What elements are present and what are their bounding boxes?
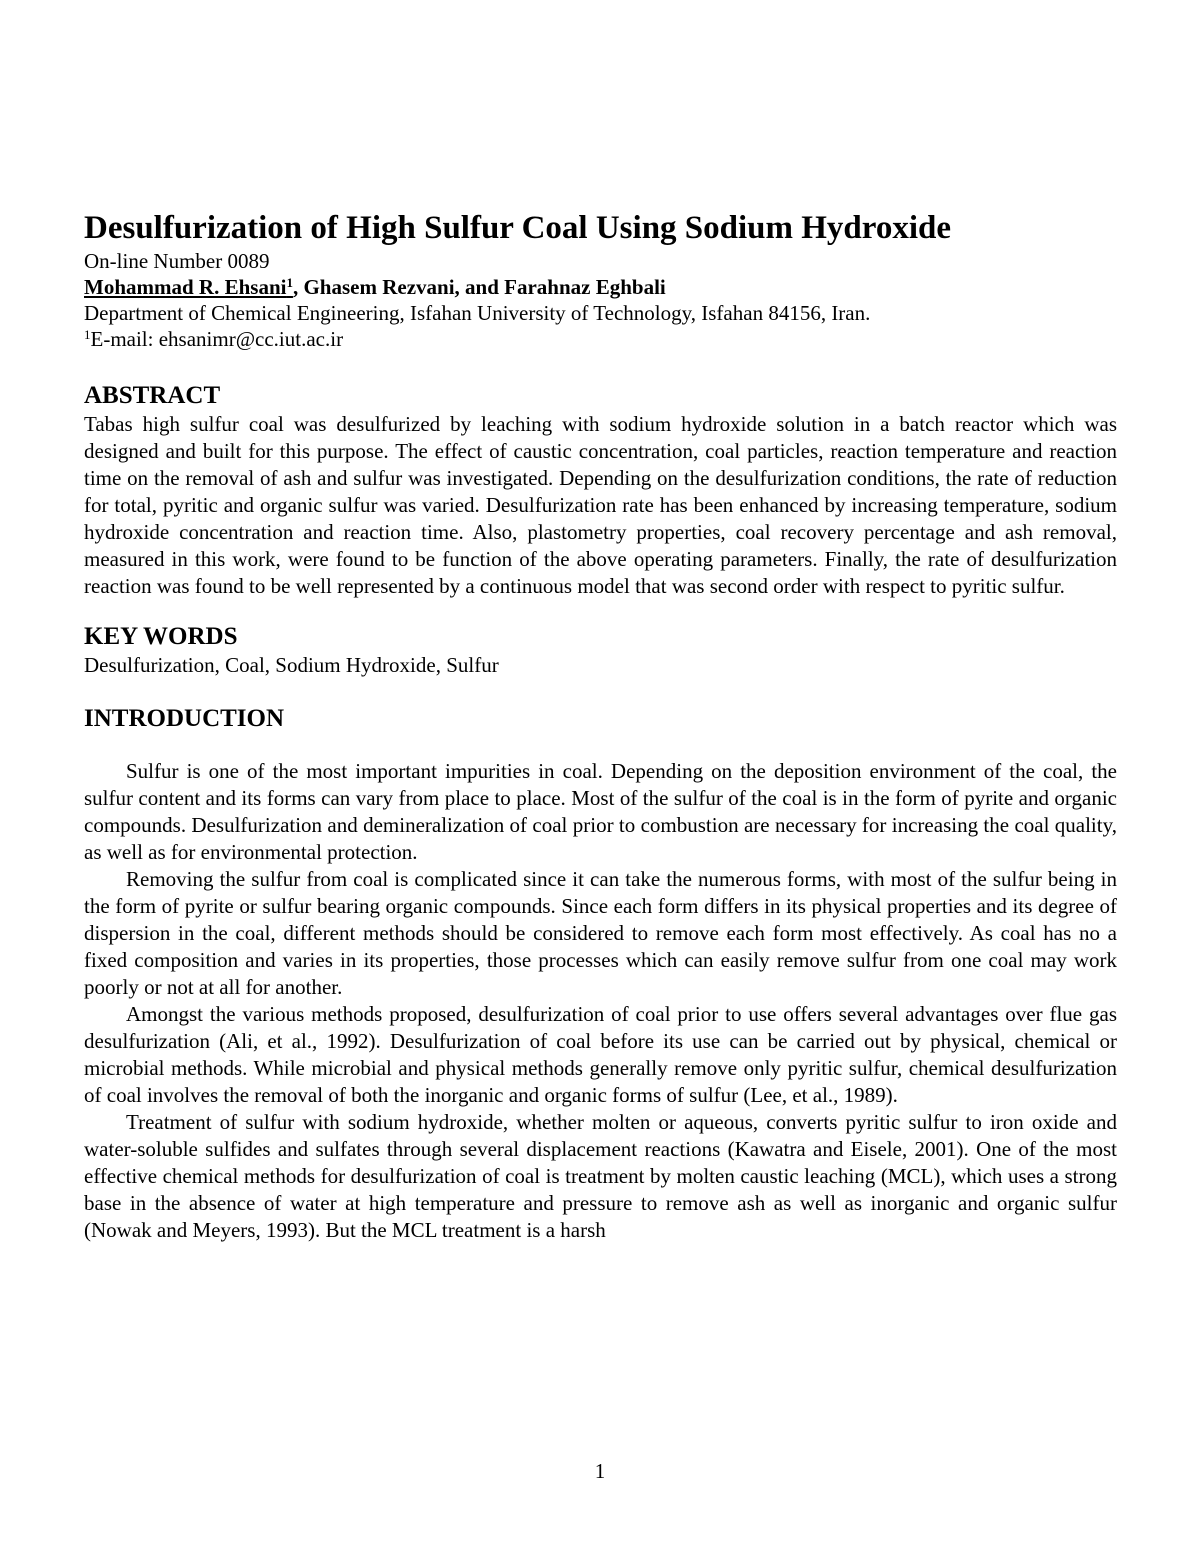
introduction-paragraph: Amongst the various methods proposed, desulfurization of coal prior to use offers several advantages over flue gas desulfurization (Ali, et al., 1992). Desulfurization of coal before its use can be carried out by physical, chemical or microbial methods. While microbial and physical methods generally remove only pyritic sulfur, chemical desulfurization of coal involves the removal of both the inorganic and organic forms of sulfur (Lee, et al., 1989). — [84, 1002, 1117, 1107]
abstract-heading: ABSTRACT — [84, 382, 221, 409]
paper-title: Desulfurization of High Sulfur Coal Using Sodium Hydroxide — [84, 210, 952, 246]
author-list — [84, 274, 1117, 300]
main-author-name: Mohammad R. Ehsani — [84, 275, 287, 299]
introduction-paragraph: Sulfur is one of the most important impurities in coal. Depending on the deposition environment of the coal, the sulfur content and its forms can vary from place to place. Most of the sulfur of the coal is in the form of pyrite and organic compounds. Desulfurization and demineralization of coal prior to combustion are necessary for increasing the coal quality, as well as for environmental protection. — [84, 759, 1117, 864]
other-authors: , Ghasem Rezvani, and Farahnaz Eghbali — [292, 275, 666, 299]
introduction-paragraph: Treatment of sulfur with sodium hydroxide, whether molten or aqueous, converts pyritic sulfur to iron oxide and water-soluble sulfides and sulfates through several displacement reactions (Kawatra and Eisele, 2001). One of the most effective chemical methods for desulfurization of coal is treatment by molten caustic leaching (MCL), which uses a strong base in the absence of water at high temperature and pressure to remove ash as well as inorganic and organic sulfur (Nowak and Meyers, 1993). But the MCL treatment is a harsh — [84, 1110, 1117, 1242]
keywords-heading: KEY WORDS — [84, 623, 238, 650]
keywords-text: Desulfurization, Coal, Sodium Hydroxide, Sulfur — [84, 653, 499, 677]
affiliation: Department of Chemical Engineering, Isfahan University of Technology, Isfahan 84156, Iran. — [84, 301, 871, 325]
introduction-heading: INTRODUCTION — [84, 705, 285, 732]
main-author — [84, 275, 293, 299]
email-text: E-mail: ehsanimr@cc.iut.ac.ir — [90, 327, 344, 351]
abstract-text: Tabas high sulfur coal was desulfurized by leaching with sodium hydroxide solution in a batch reactor which was designed and built for this purpose. The effect of caustic concentration, coal particles, reaction temperature and reaction time on the removal of ash and sulfur was investigated. Depending on the desulfurization conditions, the rate of reduction for total, pyritic and organic sulfur was varied. Desulfurization rate has been enhanced by increasing temperature, sodium hydroxide concentration and reaction time. Also, plastometry properties, coal recovery percentage and ash removal, measured in this work, were found to be function of the above operating parameters. Finally, the rate of desulfurization reaction was found to be well represented by a continuous model that was second order with respect to pyritic sulfur. — [84, 412, 1117, 598]
online-number: On-line Number 0089 — [84, 249, 270, 273]
main-author-superscript: 1 — [286, 275, 293, 290]
email-superscript: 1 — [84, 327, 91, 342]
paper-page — [84, 208, 1117, 1244]
introduction-body — [84, 758, 1117, 1244]
email-line — [84, 326, 1117, 352]
page-number: 1 — [594, 1459, 606, 1483]
introduction-paragraph: Removing the sulfur from coal is complicated since it can take the numerous forms, with most of the sulfur being in the form of pyrite or sulfur bearing organic compounds. Since each form differs in its physical properties and its degree of dispersion in the coal, different methods should be considered to remove each form most effectively. As coal has no a fixed composition and varies in its properties, those processes which can easily remove sulfur from one coal may work poorly or not at all for another. — [84, 867, 1117, 999]
